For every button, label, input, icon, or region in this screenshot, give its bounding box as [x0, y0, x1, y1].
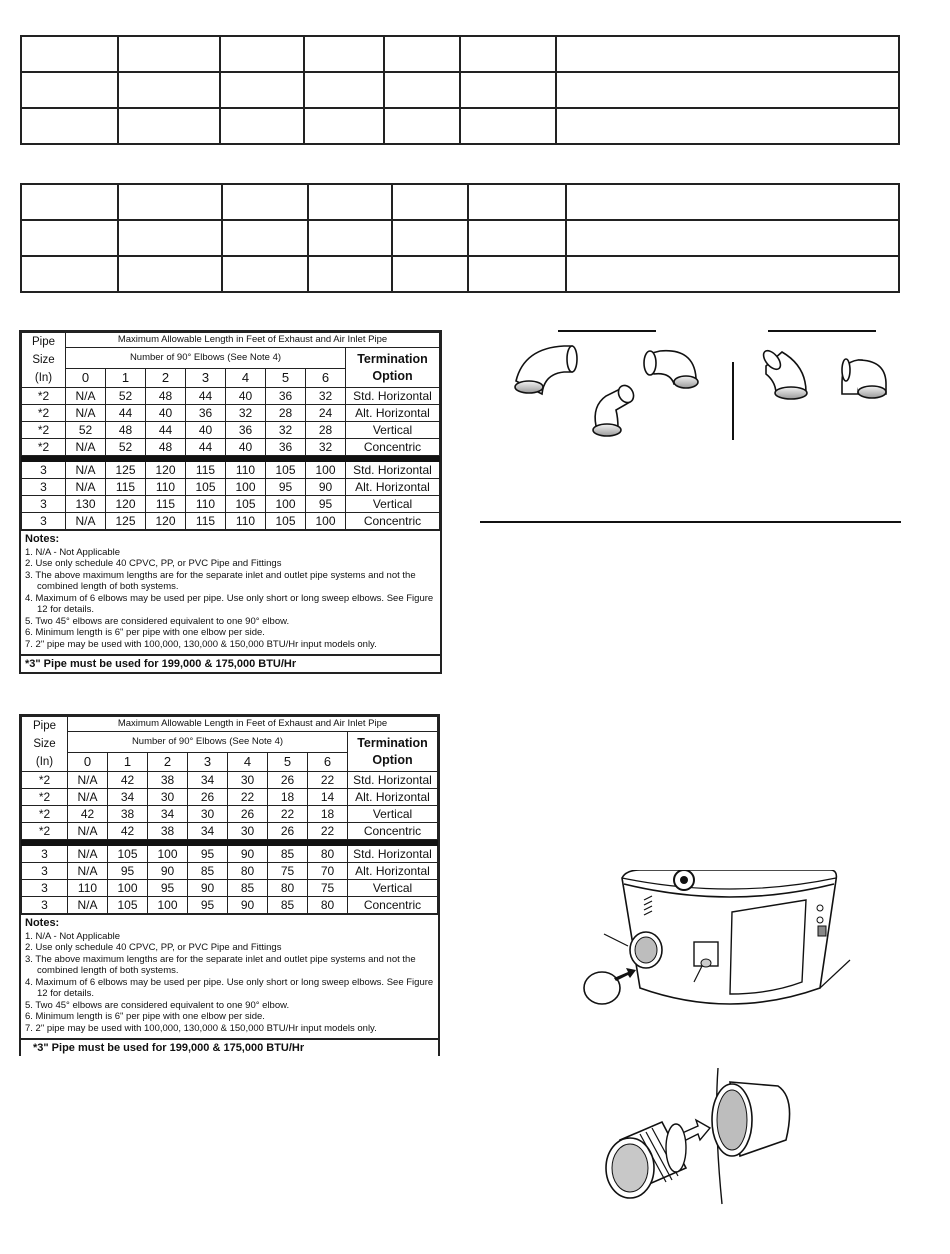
length-cell: 48: [146, 388, 186, 405]
length-cell: 115: [186, 462, 226, 479]
length-cell: 42: [68, 806, 108, 823]
elbow-45-side-icon: [760, 348, 807, 399]
notes-section: [21, 530, 440, 654]
pipe-size-cell: 3: [22, 479, 66, 496]
length-cell: 28: [266, 405, 306, 422]
length-cell: 110: [226, 513, 266, 530]
termination-option-cell: Alt. Horizontal: [346, 479, 440, 496]
length-cell: 95: [266, 479, 306, 496]
length-cell: 38: [148, 823, 188, 840]
length-cell: 110: [146, 479, 186, 496]
length-cell: 130: [66, 496, 106, 513]
pipe-size-cell: *2: [22, 823, 68, 840]
length-cell: 80: [308, 897, 348, 914]
length-cell: 115: [106, 479, 146, 496]
table-row: [22, 880, 438, 897]
length-cell: 32: [306, 388, 346, 405]
note-line: 7. 2" pipe may be used with 100,000, 130,000 & 150,000 BTU/Hr input models only.: [25, 1022, 377, 1034]
length-cell: 22: [308, 772, 348, 789]
length-cell: 120: [106, 496, 146, 513]
length-cell: 18: [268, 789, 308, 806]
length-cell: N/A: [66, 462, 106, 479]
section-divider: [480, 521, 901, 523]
length-cell: 26: [268, 823, 308, 840]
length-cell: 52: [106, 388, 146, 405]
length-cell: 85: [228, 880, 268, 897]
length-cell: 90: [148, 863, 188, 880]
pipe-size-cell: 3: [22, 880, 68, 897]
length-cell: 95: [306, 496, 346, 513]
length-cell: 125: [106, 513, 146, 530]
termination-header: Termination Option: [348, 732, 438, 772]
length-cell: 105: [108, 897, 148, 914]
pipe-elbows-illustration: [480, 326, 910, 456]
note-line: 6. Minimum length is 6" per pipe with one elbow per side.: [25, 627, 265, 638]
termination-header: Termination Option: [346, 348, 440, 388]
note-line: 1. N/A - Not Applicable: [25, 546, 121, 558]
length-cell: 110: [68, 880, 108, 897]
footnote: *3" Pipe must be used for 199,000 & 175,000 BTU/Hr: [33, 1042, 305, 1054]
length-cell: 32: [266, 422, 306, 439]
pipe-size-cell: *2: [22, 806, 68, 823]
length-cell: 18: [308, 806, 348, 823]
length-cell: 105: [226, 496, 266, 513]
length-cell: 120: [146, 462, 186, 479]
note-line: 5. Two 45° elbows are considered equivalent to one 90° elbow.: [25, 615, 290, 627]
length-cell: 38: [108, 806, 148, 823]
length-cell: 34: [148, 806, 188, 823]
termination-option-cell: Concentric: [348, 823, 438, 840]
pipe-length-grid: [21, 716, 438, 914]
blank-grid-table-2: [20, 183, 900, 293]
elbow-count-cell: 1: [106, 369, 146, 388]
length-cell: 52: [66, 422, 106, 439]
length-cell: 100: [306, 513, 346, 530]
elbow-count-cell: 5: [268, 753, 308, 772]
length-cell: 100: [108, 880, 148, 897]
table-row: [22, 462, 440, 479]
pipe-size-header: Pipe Size (In): [22, 333, 66, 388]
elbow-count-cell: 1: [108, 753, 148, 772]
length-cell: 100: [226, 479, 266, 496]
length-cell: 42: [108, 823, 148, 840]
length-cell: 85: [188, 863, 228, 880]
length-cell: 85: [268, 897, 308, 914]
table-row: [22, 823, 438, 840]
length-cell: 80: [228, 863, 268, 880]
pipe-length-table-2: [19, 714, 440, 1056]
length-cell: 100: [266, 496, 306, 513]
elbow-45-icon: [593, 383, 637, 436]
pipe-size-cell: 3: [22, 496, 66, 513]
length-cell: N/A: [68, 846, 108, 863]
elbow-90-tight-icon: [842, 359, 886, 398]
length-cell: 105: [266, 513, 306, 530]
table-row: [22, 422, 440, 439]
length-cell: 75: [268, 863, 308, 880]
elbow-count-cell: 6: [308, 753, 348, 772]
length-cell: 125: [106, 462, 146, 479]
elbow-count-cell: 3: [186, 369, 226, 388]
footnote: *3" Pipe must be used for 199,000 & 175,000 BTU/Hr: [21, 654, 440, 672]
elbow-count-cell: 0: [66, 369, 106, 388]
length-cell: 34: [188, 772, 228, 789]
length-cell: 30: [148, 789, 188, 806]
length-cell: 26: [268, 772, 308, 789]
table-title: Maximum Allowable Length in Feet of Exhaust and Air Inlet Pipe: [68, 717, 438, 732]
termination-option-cell: Vertical: [346, 496, 440, 513]
termination-option-cell: Std. Horizontal: [346, 462, 440, 479]
length-cell: 40: [186, 422, 226, 439]
length-cell: 36: [186, 405, 226, 422]
length-cell: 70: [308, 863, 348, 880]
elbows-header: Number of 90° Elbows (See Note 4): [68, 732, 348, 753]
length-cell: 42: [108, 772, 148, 789]
length-cell: 44: [146, 422, 186, 439]
length-cell: 40: [226, 439, 266, 456]
length-cell: 80: [308, 846, 348, 863]
length-cell: 95: [108, 863, 148, 880]
pipe-length-grid: [21, 332, 440, 530]
length-cell: 90: [188, 880, 228, 897]
elbow-count-cell: 0: [68, 753, 108, 772]
termination-option-cell: Vertical: [348, 880, 438, 897]
length-cell: 32: [306, 439, 346, 456]
table-row: [22, 405, 440, 422]
blank-grid-table-1: [20, 35, 900, 145]
pipe-size-cell: *2: [22, 388, 66, 405]
length-cell: N/A: [66, 405, 106, 422]
vent-adapter-illustration: [600, 1064, 820, 1214]
note-line: 3. The above maximum lengths are for the separate inlet and outlet pipe systems and not the combined length of both systems.: [25, 953, 416, 976]
pipe-size-header: Pipe Size (In): [22, 717, 68, 772]
length-cell: 75: [308, 880, 348, 897]
pipe-size-cell: *2: [22, 772, 68, 789]
pipe-size-cell: 3: [22, 462, 66, 479]
length-cell: 110: [186, 496, 226, 513]
length-cell: N/A: [66, 513, 106, 530]
termination-option-cell: Std. Horizontal: [346, 388, 440, 405]
length-cell: 40: [146, 405, 186, 422]
table-row: [22, 863, 438, 880]
elbow-count-cell: 6: [306, 369, 346, 388]
elbow-count-cell: 4: [226, 369, 266, 388]
pipe-size-cell: 3: [22, 897, 68, 914]
pipe-size-cell: 3: [22, 846, 68, 863]
note-line: 7. 2" pipe may be used with 100,000, 130,000 & 150,000 BTU/Hr input models only.: [25, 638, 377, 650]
length-cell: 36: [266, 439, 306, 456]
length-cell: 24: [306, 405, 346, 422]
length-cell: 28: [306, 422, 346, 439]
pipe-length-table-1: [19, 330, 442, 674]
note-line: 4. Maximum of 6 elbows may be used per pipe. Use only short or long sweep elbows. See Figure 12 for details.: [25, 976, 434, 999]
length-cell: 30: [188, 806, 228, 823]
pipe-size-cell: 3: [22, 513, 66, 530]
note-line: 6. Minimum length is 6" per pipe with one elbow per side.: [25, 1011, 265, 1022]
length-cell: 90: [228, 897, 268, 914]
length-cell: 30: [228, 772, 268, 789]
length-cell: 105: [108, 846, 148, 863]
length-cell: N/A: [66, 388, 106, 405]
note-line: 5. Two 45° elbows are considered equivalent to one 90° elbow.: [25, 999, 290, 1011]
pipe-size-cell: 3: [22, 863, 68, 880]
pipe-size-cell: *2: [22, 439, 66, 456]
length-cell: 115: [146, 496, 186, 513]
note-line: 2. Use only schedule 40 CPVC, PP, or PVC Pipe and Fittings: [25, 558, 282, 569]
length-cell: 44: [186, 439, 226, 456]
length-cell: 40: [226, 388, 266, 405]
length-cell: 95: [188, 846, 228, 863]
length-cell: 34: [108, 789, 148, 806]
note-line: 4. Maximum of 6 elbows may be used per pipe. Use only short or long sweep elbows. See Figure 12 for details.: [25, 592, 434, 615]
length-cell: 90: [228, 846, 268, 863]
length-cell: 95: [148, 880, 188, 897]
termination-option-cell: Std. Horizontal: [348, 772, 438, 789]
length-cell: 36: [226, 422, 266, 439]
termination-option-cell: Concentric: [348, 897, 438, 914]
pipe-size-cell: *2: [22, 405, 66, 422]
elbow-count-cell: 5: [266, 369, 306, 388]
note-line: 2. Use only schedule 40 CPVC, PP, or PVC Pipe and Fittings: [25, 942, 282, 953]
elbow-count-cell: 2: [146, 369, 186, 388]
length-cell: N/A: [68, 772, 108, 789]
length-cell: N/A: [68, 789, 108, 806]
length-cell: 100: [148, 846, 188, 863]
table-row: [22, 513, 440, 530]
length-cell: 48: [106, 422, 146, 439]
length-cell: N/A: [66, 439, 106, 456]
length-cell: N/A: [68, 863, 108, 880]
notes-title: Notes:: [25, 533, 60, 545]
length-cell: 110: [226, 462, 266, 479]
length-cell: 100: [148, 897, 188, 914]
length-cell: 34: [188, 823, 228, 840]
termination-option-cell: Concentric: [346, 513, 440, 530]
table-row: [22, 789, 438, 806]
length-cell: 22: [228, 789, 268, 806]
termination-option-cell: Alt. Horizontal: [348, 863, 438, 880]
table-row: [22, 479, 440, 496]
elbow-90-short-sweep-icon: [644, 351, 698, 388]
pipe-size-cell: *2: [22, 789, 68, 806]
table-row: [22, 439, 440, 456]
length-cell: 22: [268, 806, 308, 823]
elbows-header: Number of 90° Elbows (See Note 4): [66, 348, 346, 369]
elbow-90-long-sweep-icon: [515, 346, 577, 394]
table-row: [22, 388, 440, 405]
table-row: [22, 846, 438, 863]
note-line: 3. The above maximum lengths are for the separate inlet and outlet pipe systems and not the combined length of both systems.: [25, 569, 416, 592]
length-cell: 90: [306, 479, 346, 496]
table-row: [22, 496, 440, 513]
elbow-count-cell: 3: [188, 753, 228, 772]
table-row: [22, 772, 438, 789]
length-cell: 80: [268, 880, 308, 897]
termination-option-cell: Vertical: [348, 806, 438, 823]
length-cell: 48: [146, 439, 186, 456]
termination-option-cell: Concentric: [346, 439, 440, 456]
table-row: [22, 897, 438, 914]
length-cell: N/A: [66, 479, 106, 496]
length-cell: 26: [228, 806, 268, 823]
elbow-count-cell: 4: [228, 753, 268, 772]
length-cell: 105: [186, 479, 226, 496]
heater-vent-connection-illustration: [580, 870, 860, 1020]
notes-title: Notes:: [25, 917, 60, 929]
length-cell: 52: [106, 439, 146, 456]
length-cell: 105: [266, 462, 306, 479]
length-cell: N/A: [68, 897, 108, 914]
length-cell: 26: [188, 789, 228, 806]
length-cell: 30: [228, 823, 268, 840]
length-cell: 38: [148, 772, 188, 789]
length-cell: 44: [186, 388, 226, 405]
length-cell: 44: [106, 405, 146, 422]
length-cell: 115: [186, 513, 226, 530]
termination-option-cell: Alt. Horizontal: [348, 789, 438, 806]
length-cell: 14: [308, 789, 348, 806]
length-cell: 95: [188, 897, 228, 914]
length-cell: N/A: [68, 823, 108, 840]
length-cell: 22: [308, 823, 348, 840]
length-cell: 36: [266, 388, 306, 405]
length-cell: 85: [268, 846, 308, 863]
pipe-size-cell: *2: [22, 422, 66, 439]
length-cell: 100: [306, 462, 346, 479]
termination-option-cell: Alt. Horizontal: [346, 405, 440, 422]
termination-option-cell: Vertical: [346, 422, 440, 439]
note-line: 1. N/A - Not Applicable: [25, 930, 121, 942]
table-title: Maximum Allowable Length in Feet of Exhaust and Air Inlet Pipe: [66, 333, 440, 348]
table-row: [22, 806, 438, 823]
termination-option-cell: Std. Horizontal: [348, 846, 438, 863]
notes-section: [21, 914, 438, 1040]
elbow-count-cell: 2: [148, 753, 188, 772]
length-cell: 120: [146, 513, 186, 530]
length-cell: 32: [226, 405, 266, 422]
